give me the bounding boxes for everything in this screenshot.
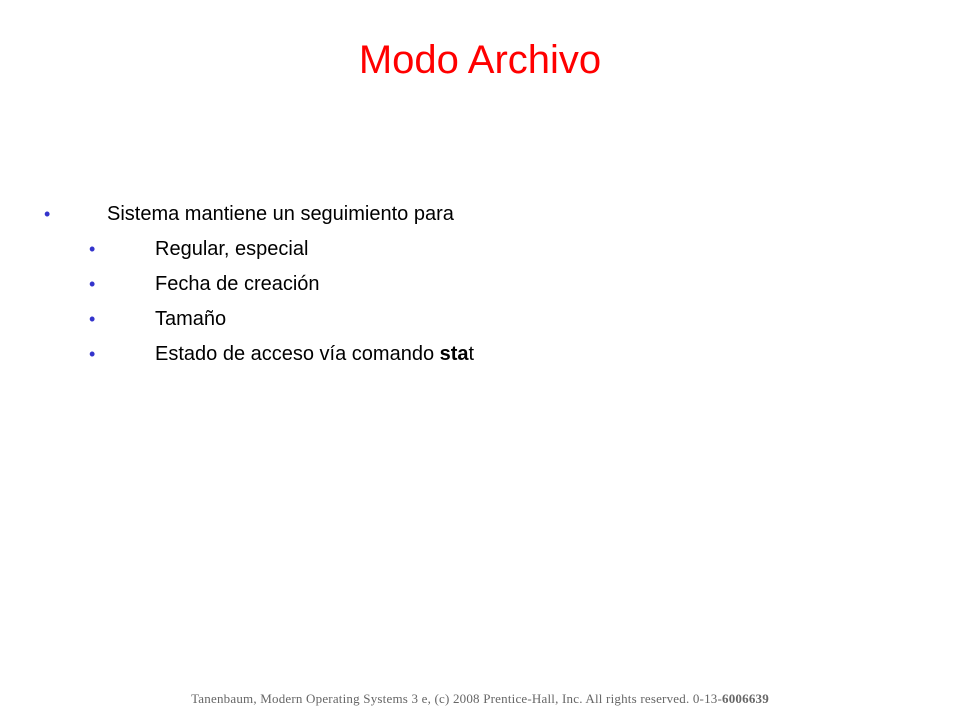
bullet-icon: • [89,274,96,294]
slide-title: Modo Archivo [358,38,602,82]
sub-bullet-text [155,337,474,372]
footer-isbn: 6006639 [722,691,769,706]
bullet-item-main [0,197,900,232]
bullet-list [0,197,900,372]
sub-bullet-prefix: Estado de acceso vía comando [155,343,440,365]
command-name-tail: t [468,343,475,365]
sub-bullet-item [0,267,900,302]
bullet-icon: • [89,239,96,259]
sub-bullet-text: Fecha de creación [155,273,320,295]
command-name-bold: sta [439,343,469,365]
copyright-footer [0,691,960,707]
footer-text: Tanenbaum, Modern Operating Systems 3 e, (c) 2008 Prentice-Hall, Inc. All rights reserved. 0-13- [191,691,723,706]
bullet-text: Sistema mantiene un seguimiento para [107,203,454,225]
bullet-icon: • [44,204,51,224]
sub-bullet-text: Tamaño [155,308,227,330]
bullet-icon: • [89,344,96,364]
sub-bullet-item [0,302,900,337]
bullet-icon: • [89,309,96,329]
sub-bullet-text: Regular, especial [155,238,309,260]
sub-bullet-item [0,232,900,267]
sub-bullet-item-stat [0,337,900,372]
